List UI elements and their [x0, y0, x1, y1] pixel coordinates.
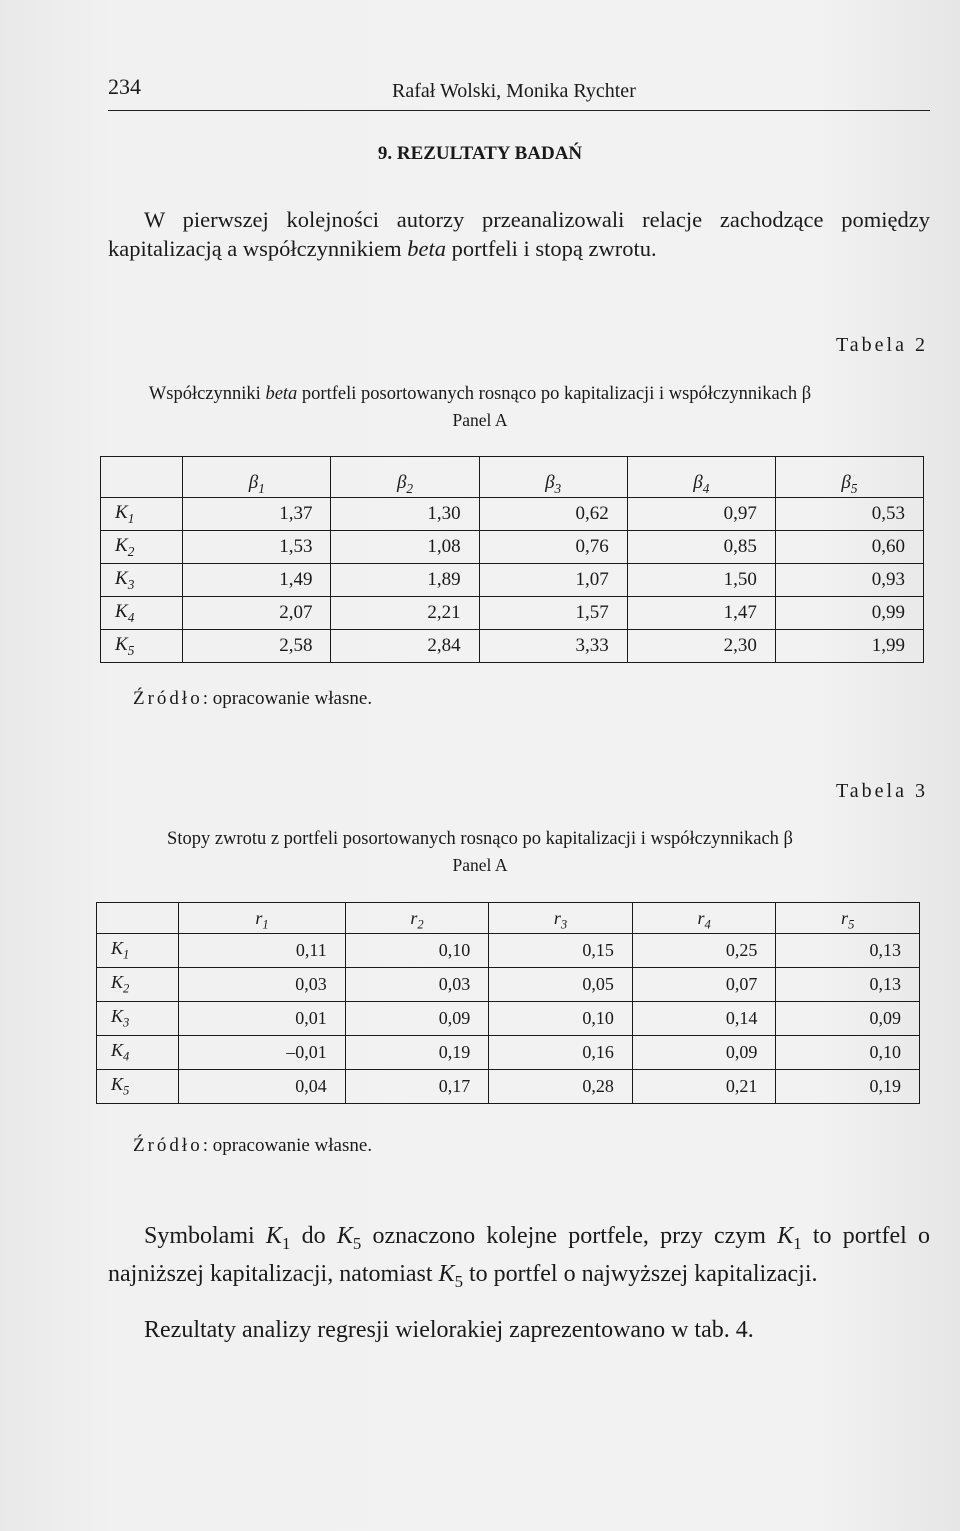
table3-cell: 0,09	[776, 1002, 920, 1036]
table2-cell: 0,85	[627, 531, 775, 564]
table2-cell: 0,93	[775, 564, 923, 597]
table3-row-header: $K_4$	[97, 1036, 179, 1070]
table3-cell: 0,05	[489, 968, 633, 1002]
table2-header-row	[101, 457, 924, 498]
table3-row	[97, 934, 920, 968]
table2-cell: 0,53	[775, 498, 923, 531]
table2-cell: 0,60	[775, 531, 923, 564]
table3-row	[97, 1002, 920, 1036]
table3-cell: 0,01	[179, 1002, 345, 1036]
table2-cell: 0,62	[479, 498, 627, 531]
table2-label: Tabela 2	[835, 334, 928, 356]
table2-panel-label: Panel A	[452, 410, 508, 430]
table2-cell: 2,07	[183, 597, 331, 630]
table3-cell: 0,11	[179, 934, 345, 968]
table3-cell: 0,09	[345, 1002, 489, 1036]
intro-text-1: W pierwszej kolejności autorzy przeanalizowali relacje zachodzące pomiędzy kapitalizacją a współczynnikiem	[108, 207, 930, 261]
table2-cell: 2,84	[331, 630, 479, 663]
table2-cell: 1,57	[479, 597, 627, 630]
table3-col-header: $r_2$	[345, 903, 489, 934]
table3-cell: 0,14	[632, 1002, 776, 1036]
table2-caption-text-1: Współczynniki	[148, 384, 266, 404]
table2-caption	[0, 384, 960, 405]
table2-source-key: Źródło	[133, 688, 203, 709]
table3-cell: 0,25	[632, 934, 776, 968]
intro-italic-beta: beta	[407, 236, 447, 261]
table2-cell: 2,21	[331, 597, 479, 630]
table3-cell: 0,13	[776, 968, 920, 1002]
table3-source-key: Źródło	[133, 1135, 203, 1156]
table2-source-text: : opracowanie własne.	[202, 688, 373, 709]
table2	[100, 456, 924, 663]
table2-row-header: $K_5$	[101, 630, 183, 663]
results-paragraph: Rezultaty analizy regresji wielorakiej zaprezentowano w tab. 4.	[144, 1317, 754, 1343]
table2-col-header: $\beta_1$	[183, 457, 331, 498]
table3-col-header: $r_4$	[632, 903, 776, 934]
table3-cell: 0,10	[489, 1002, 633, 1036]
table3-row-header: $K_3$	[97, 1002, 179, 1036]
table3-cell: 0,03	[345, 968, 489, 1002]
table3	[96, 902, 920, 1104]
table3-row-header: $K_1$	[97, 934, 179, 968]
table3-cell: 0,19	[776, 1070, 920, 1104]
table2-cell: 1,30	[331, 498, 479, 531]
table3-source	[133, 1135, 372, 1157]
table3-header-row	[97, 903, 920, 934]
table2-cell: 0,97	[627, 498, 775, 531]
table3-corner-cell	[97, 903, 179, 934]
table2-cell: 1,50	[627, 564, 775, 597]
table2-row-header: $K_2$	[101, 531, 183, 564]
table3-cell: 0,28	[489, 1070, 633, 1104]
table2-row-header: $K_1$	[101, 498, 183, 531]
table2-cell: 1,89	[331, 564, 479, 597]
table2-cell: 0,99	[775, 597, 923, 630]
table3-label: Tabela 3	[835, 780, 928, 802]
table2-corner-cell	[101, 457, 183, 498]
table3-col-header: $r_3$	[489, 903, 633, 934]
table3-cell: 0,16	[489, 1036, 633, 1070]
table3-row	[97, 1070, 920, 1104]
table3-cell: 0,17	[345, 1070, 489, 1104]
table2-row	[101, 630, 924, 663]
table2-col-header: $\beta_2$	[331, 457, 479, 498]
table2-row	[101, 564, 924, 597]
table3-source-text: : opracowanie własne.	[202, 1135, 373, 1156]
table2-row-header: $K_4$	[101, 597, 183, 630]
table3-cell: 0,09	[632, 1036, 776, 1070]
table2-row	[101, 498, 924, 531]
table2-cell: 1,99	[775, 630, 923, 663]
table2-col-header: $\beta_3$	[479, 457, 627, 498]
table2-row	[101, 597, 924, 630]
table2-row-header: $K_3$	[101, 564, 183, 597]
table2-cell: 1,07	[479, 564, 627, 597]
table3-row-header: $K_5$	[97, 1070, 179, 1104]
table3-cell: –0,01	[179, 1036, 345, 1070]
table2-cell: 1,47	[627, 597, 775, 630]
table3-cell: 0,04	[179, 1070, 345, 1104]
table2-cell: 2,30	[627, 630, 775, 663]
table2-cell: 1,37	[183, 498, 331, 531]
table3-cell: 0,10	[776, 1036, 920, 1070]
table3-cell: 0,10	[345, 934, 489, 968]
table2-cell: 2,58	[183, 630, 331, 663]
intro-paragraph	[108, 205, 930, 263]
section-title: 9. REZULTATY BADAŃ	[377, 143, 583, 164]
symbols-paragraph: Symbolami $K_1$ do $K_5$ oznaczono kolejne portfele, przy czym $K_1$ to portfel o najniższej kapitalizacji, natomiast $K_5$ to portfel o najwyższej kapitalizacji.	[108, 1223, 931, 1291]
running-header-authors: Rafał Wolski, Monika Rychter	[392, 80, 636, 102]
table3-row	[97, 968, 920, 1002]
table2-col-header: $\beta_4$	[627, 457, 775, 498]
table3-cell: 0,21	[632, 1070, 776, 1104]
intro-text-2: portfeli i stopą zwrotu.	[446, 236, 657, 261]
table3-row	[97, 1036, 920, 1070]
table2-caption-italic: beta	[265, 384, 298, 404]
table3-caption: Stopy zwrotu z portfeli posortowanych rosnąco po kapitalizacji i współczynnikach β	[167, 829, 793, 849]
page-number: 234	[108, 74, 141, 99]
table3-cell: 0,15	[489, 934, 633, 968]
table2-source	[133, 688, 372, 710]
table2-cell: 0,76	[479, 531, 627, 564]
table2-cell: 1,49	[183, 564, 331, 597]
table3-row-header: $K_2$	[97, 968, 179, 1002]
table2-col-header: $\beta_5$	[775, 457, 923, 498]
table2-cell: 1,53	[183, 531, 331, 564]
table3-cell: 0,19	[345, 1036, 489, 1070]
table3-col-header: $r_5$	[776, 903, 920, 934]
table3-cell: 0,07	[632, 968, 776, 1002]
header-rule	[108, 110, 930, 111]
table3-panel-label: Panel A	[452, 855, 508, 875]
table2-cell: 1,08	[331, 531, 479, 564]
table2-row	[101, 531, 924, 564]
table3-col-header: $r_1$	[179, 903, 345, 934]
table2-caption-text-2: portfeli posortowanych rosnąco po kapitalizacji i współczynnikach β	[297, 384, 812, 404]
table2-cell: 3,33	[479, 630, 627, 663]
table3-cell: 0,03	[179, 968, 345, 1002]
table3-cell: 0,13	[776, 934, 920, 968]
